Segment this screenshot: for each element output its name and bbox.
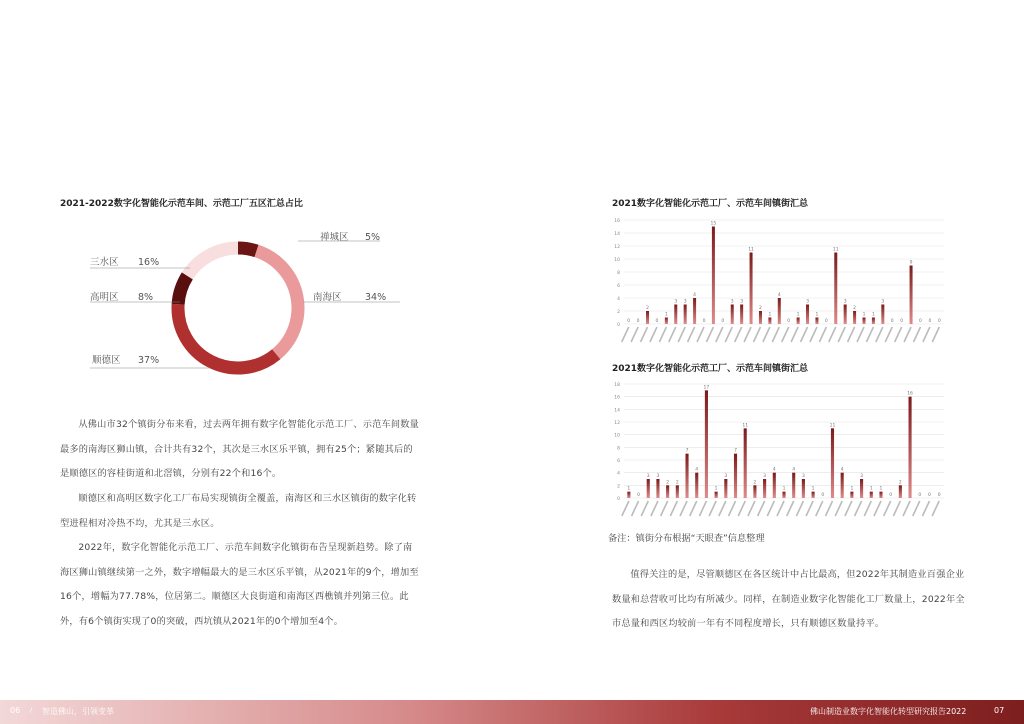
bar (850, 492, 853, 498)
bar (909, 397, 912, 498)
x-tick-label (735, 327, 742, 342)
bar-value-label: 2 (853, 306, 857, 311)
bar-value-label: 3 (683, 299, 687, 305)
bar (860, 479, 863, 498)
x-tick-label (884, 501, 891, 516)
bar-value-label: 7 (685, 448, 689, 454)
x-tick-label (864, 501, 871, 516)
bar-value-label: 2 (675, 480, 679, 486)
bar-value-label: 3 (860, 474, 864, 479)
bar (879, 492, 882, 498)
x-tick-label (738, 501, 745, 516)
bar (844, 305, 847, 325)
bar-value-label: 16 (907, 391, 913, 397)
bar-value-label: 1 (811, 486, 815, 492)
y-tick-label: 18 (614, 383, 620, 388)
bar (715, 492, 718, 498)
bar (656, 479, 659, 498)
bar (806, 305, 809, 325)
x-tick-label (729, 501, 736, 516)
x-tick-label (631, 327, 638, 342)
paragraph-3: 2022年，数字化智能化示范工厂、示范车间数字化镇街布告呈现新趋势。除了南海区狮山镇继续第一之外，数字增幅最大的是三水区乐平镇，从2021年的9个，增加至16个，增幅为77.78%，位居第二。顺德区大良街道和南海区西樵镇并列第三位。此外，有6个镇街实现了0的突破，西坑镇从2021年的0个增加至4个。 (60, 542, 419, 627)
bar (773, 473, 776, 498)
bar (627, 492, 630, 498)
bar-value-label: 0 (627, 319, 631, 324)
x-tick-label (810, 327, 817, 342)
bar-value-label: 1 (664, 312, 668, 318)
x-tick-label (874, 501, 881, 516)
bar (831, 428, 834, 498)
bar (782, 492, 785, 498)
y-tick-label: 4 (617, 297, 620, 302)
page-number-left: 06 (10, 706, 21, 715)
donut-label-value: 37% (138, 355, 160, 366)
x-tick-label (893, 501, 900, 516)
bar (665, 318, 668, 325)
x-tick-label (680, 501, 687, 516)
donut-slice (238, 248, 257, 251)
bar-value-label: 11 (829, 423, 836, 429)
donut-slice (257, 251, 298, 354)
bar (759, 311, 762, 324)
bar (870, 492, 873, 498)
x-tick-label (659, 327, 666, 342)
x-tick-label (866, 327, 873, 342)
bar-value-label: 3 (646, 474, 650, 479)
y-tick-label: 6 (617, 459, 620, 464)
x-tick-label (650, 327, 657, 342)
bar-value-label: 0 (824, 319, 828, 324)
x-tick-label (913, 501, 920, 516)
x-tick-label (913, 327, 920, 342)
x-tick-label (903, 501, 910, 516)
donut-label-name: 三水区 (90, 257, 119, 268)
bar (862, 318, 865, 325)
bar-value-label: 0 (655, 319, 659, 324)
bar-value-label: 4 (695, 467, 699, 473)
bar-value-label: 0 (702, 319, 706, 324)
donut-slice (178, 276, 187, 304)
right-paragraph: 值得关注的是，尽管顺德区在各区统计中占比最高，但2022年其制造业百强企业数量和总营收可比均有所减少。同样，在制造业数字化智能化工厂数量上，2022年全市总量和西区均较前一年有不同程度增长，只有顺德区数量持平。 (612, 569, 965, 629)
bar (881, 305, 884, 325)
bar (778, 298, 781, 324)
bar-value-label: 4 (693, 293, 697, 298)
y-tick-label: 2 (617, 310, 620, 315)
bar-value-label: 1 (862, 312, 866, 318)
bar (841, 473, 844, 498)
bar-value-label: 1 (782, 486, 786, 492)
x-tick-label (845, 501, 852, 516)
bar-value-label: 2 (666, 480, 670, 486)
bar-value-label: 0 (937, 493, 941, 498)
bar-value-label: 3 (881, 299, 885, 305)
x-tick-label (709, 501, 716, 516)
bar-chart-2 (610, 376, 950, 526)
x-tick-label (622, 327, 629, 342)
bar-value-label: 3 (763, 474, 767, 479)
bar (797, 318, 800, 325)
y-tick-label: 6 (617, 284, 620, 289)
bar (724, 479, 727, 498)
bar-value-label: 0 (787, 319, 791, 324)
bar-value-label: 0 (637, 493, 640, 498)
bar (674, 305, 677, 325)
x-tick-label (829, 327, 836, 342)
x-tick-label (904, 327, 911, 342)
y-tick-label: 14 (614, 408, 620, 414)
bar (705, 390, 708, 498)
y-tick-label: 0 (617, 323, 620, 328)
x-tick-label (782, 327, 789, 342)
bar (685, 454, 688, 498)
bar (676, 485, 679, 498)
bar-value-label: 15 (710, 221, 717, 227)
bar-value-label: 1 (850, 486, 854, 492)
x-tick-label (801, 327, 808, 342)
x-tick-label (835, 501, 842, 516)
x-tick-label (855, 501, 862, 516)
bar (734, 454, 737, 498)
paragraph-1: 从佛山市32个镇街分布来看，过去两年拥有数字化智能化示范工厂、示范车间数量最多的南海区狮山镇，合计共有32个，其次是三水区乐平镇，拥有25个；紧随其后的是顺德区的容桂街道和北滘镇，分别有22个和16个。 (60, 419, 420, 479)
bar (763, 479, 766, 498)
bar-value-label: 9 (909, 260, 913, 266)
bar (731, 305, 734, 325)
bar-value-label: 0 (900, 319, 904, 324)
x-tick-label (763, 327, 770, 342)
bar-value-label: 11 (748, 247, 754, 253)
bar-value-label: 0 (918, 493, 922, 498)
bar (753, 485, 756, 498)
x-tick-label (678, 327, 685, 342)
bar (647, 479, 650, 498)
x-tick-label (838, 327, 845, 342)
bar-value-label: 0 (937, 319, 941, 324)
chart1-title: 2021数字化智能化示范工厂、示范车间镇街汇总 (612, 199, 809, 209)
y-tick-label: 8 (617, 271, 620, 276)
bar (872, 318, 875, 325)
bar-value-label: 11 (742, 423, 749, 429)
x-tick-label (787, 501, 794, 516)
bar-value-label: 3 (801, 474, 805, 479)
footer-divider: / (30, 707, 33, 714)
bar-value-label: 0 (919, 319, 922, 324)
x-tick-label (819, 327, 826, 342)
bar-value-label: 3 (730, 299, 734, 305)
x-tick-label (753, 327, 760, 342)
bar-value-label: 1 (869, 486, 873, 492)
donut-label-value: 16% (138, 257, 160, 268)
bar (695, 473, 698, 498)
bar-value-label: 3 (724, 474, 728, 479)
x-tick-label (876, 327, 883, 342)
x-tick-label (758, 501, 765, 516)
bar-value-label: 1 (871, 312, 875, 318)
donut-label-name: 顺德区 (92, 355, 121, 366)
x-tick-label (816, 501, 823, 516)
x-tick-label (825, 501, 832, 516)
x-tick-label (651, 501, 658, 516)
y-tick-label: 0 (617, 497, 620, 502)
x-tick-label (767, 501, 774, 516)
x-tick-label (895, 327, 902, 342)
bar-value-label: 3 (656, 474, 660, 479)
bar-value-label: 11 (832, 247, 839, 253)
bar (744, 428, 747, 498)
x-tick-label (641, 327, 648, 342)
bar (853, 311, 856, 324)
bar-value-label: 4 (777, 293, 781, 298)
bar-value-label: 17 (703, 385, 710, 391)
x-tick-label (641, 501, 648, 516)
donut-slice (178, 304, 276, 368)
bar (802, 479, 805, 498)
x-tick-label (622, 501, 629, 516)
x-tick-label (632, 501, 639, 516)
bar-value-label: 4 (772, 467, 776, 473)
x-tick-label (669, 327, 676, 342)
bar-value-label: 1 (768, 312, 772, 318)
bar-value-label: 0 (636, 319, 640, 324)
x-tick-label (699, 501, 706, 516)
bar (812, 492, 815, 498)
y-tick-label: 8 (617, 446, 620, 452)
donut-label-value: 8% (138, 292, 154, 303)
x-tick-label (697, 327, 704, 342)
bar-value-label: 2 (753, 480, 757, 486)
bar-value-label: 2 (759, 306, 762, 311)
bar (693, 298, 696, 324)
donut-label-value: 34% (365, 292, 387, 303)
bar-chart-1 (610, 212, 950, 352)
x-tick-label (777, 501, 784, 516)
bar (834, 253, 837, 325)
bar-value-label: 1 (627, 486, 631, 492)
y-tick-label: 4 (617, 471, 620, 477)
y-tick-label: 16 (614, 395, 620, 401)
bar (750, 253, 753, 325)
bar (740, 305, 743, 325)
x-tick-label (716, 327, 723, 342)
x-tick-label (744, 327, 751, 342)
bar (684, 305, 687, 325)
bar (666, 485, 669, 498)
x-tick-label (706, 327, 713, 342)
x-tick-label (806, 501, 813, 516)
bar (792, 473, 795, 498)
bar-value-label: 2 (646, 306, 649, 311)
y-tick-label: 16 (614, 219, 620, 224)
donut-title: 2021-2022数字化智能化示范车间、示范工厂五区汇总占比 (60, 199, 303, 209)
page-number-right: 07 (994, 706, 1005, 715)
x-tick-label (725, 327, 732, 342)
bar-value-label: 1 (815, 312, 819, 318)
bar (712, 227, 715, 325)
donut-label-name: 高明区 (90, 292, 119, 303)
bar-value-label: 0 (721, 319, 725, 324)
bar-value-label: 3 (843, 299, 847, 305)
bar (768, 318, 771, 325)
bar-value-label: 3 (806, 299, 809, 305)
bar (815, 318, 818, 325)
bar-value-label: 1 (796, 312, 800, 318)
chart-note: 备注：镇街分布根据“天眼查”信息整理 (608, 533, 765, 544)
x-tick-label (932, 501, 939, 516)
x-tick-label (885, 327, 892, 342)
y-tick-label: 10 (614, 258, 620, 263)
bar-value-label: 7 (734, 448, 737, 454)
donut-chart (60, 220, 440, 400)
bar-value-label: 0 (821, 493, 825, 498)
x-tick-label (748, 501, 755, 516)
bar (899, 485, 902, 498)
donut-label-name: 禅城区 (320, 232, 349, 243)
x-tick-label (690, 501, 697, 516)
bar-value-label: 3 (674, 299, 678, 305)
bar-value-label: 0 (928, 319, 932, 324)
x-tick-label (661, 501, 668, 516)
bar (910, 266, 913, 325)
x-tick-label (791, 327, 798, 342)
y-tick-label: 12 (614, 421, 620, 426)
donut-label-value: 5% (365, 232, 381, 243)
bar-value-label: 2 (898, 480, 902, 486)
bar-value-label: 1 (714, 486, 718, 492)
x-tick-label (670, 501, 677, 516)
bar-value-label: 1 (879, 486, 883, 492)
x-tick-label (922, 501, 929, 516)
x-tick-label (688, 327, 695, 342)
bar-value-label: 4 (792, 467, 796, 473)
x-tick-label (857, 327, 864, 342)
x-tick-label (796, 501, 803, 516)
footer-left-text: 智造佛山，引领变革 (42, 707, 114, 716)
x-tick-label (848, 327, 855, 342)
paragraph-2: 顺德区和高明区数字化工厂布局实现镇街全覆盖，南海区和三水区镇街的数字化转型进程相对冷热不均，尤其是三水区。 (60, 493, 417, 529)
donut-label-name: 南海区 (313, 292, 342, 303)
y-tick-label: 14 (614, 232, 620, 237)
y-tick-label: 12 (614, 245, 620, 250)
bar-value-label: 4 (840, 467, 844, 473)
x-tick-label (923, 327, 930, 342)
donut-slice (187, 248, 238, 276)
bar-value-label: 0 (890, 319, 894, 324)
y-tick-label: 2 (617, 484, 620, 490)
bar (646, 311, 649, 324)
x-tick-label (719, 501, 726, 516)
x-tick-label (932, 327, 939, 342)
footer-right-text: 佛山制造业数字化智能化转型研究报告2022 (810, 707, 967, 716)
footer-bar (0, 700, 1024, 724)
x-tick-label (772, 327, 779, 342)
bar-value-label: 0 (928, 493, 931, 498)
bar-value-label: 3 (740, 299, 744, 305)
y-tick-label: 10 (614, 433, 620, 439)
chart2-title: 2021数字化智能化示范工厂、示范车间镇街汇总 (612, 364, 809, 374)
bar-value-label: 0 (889, 493, 893, 498)
